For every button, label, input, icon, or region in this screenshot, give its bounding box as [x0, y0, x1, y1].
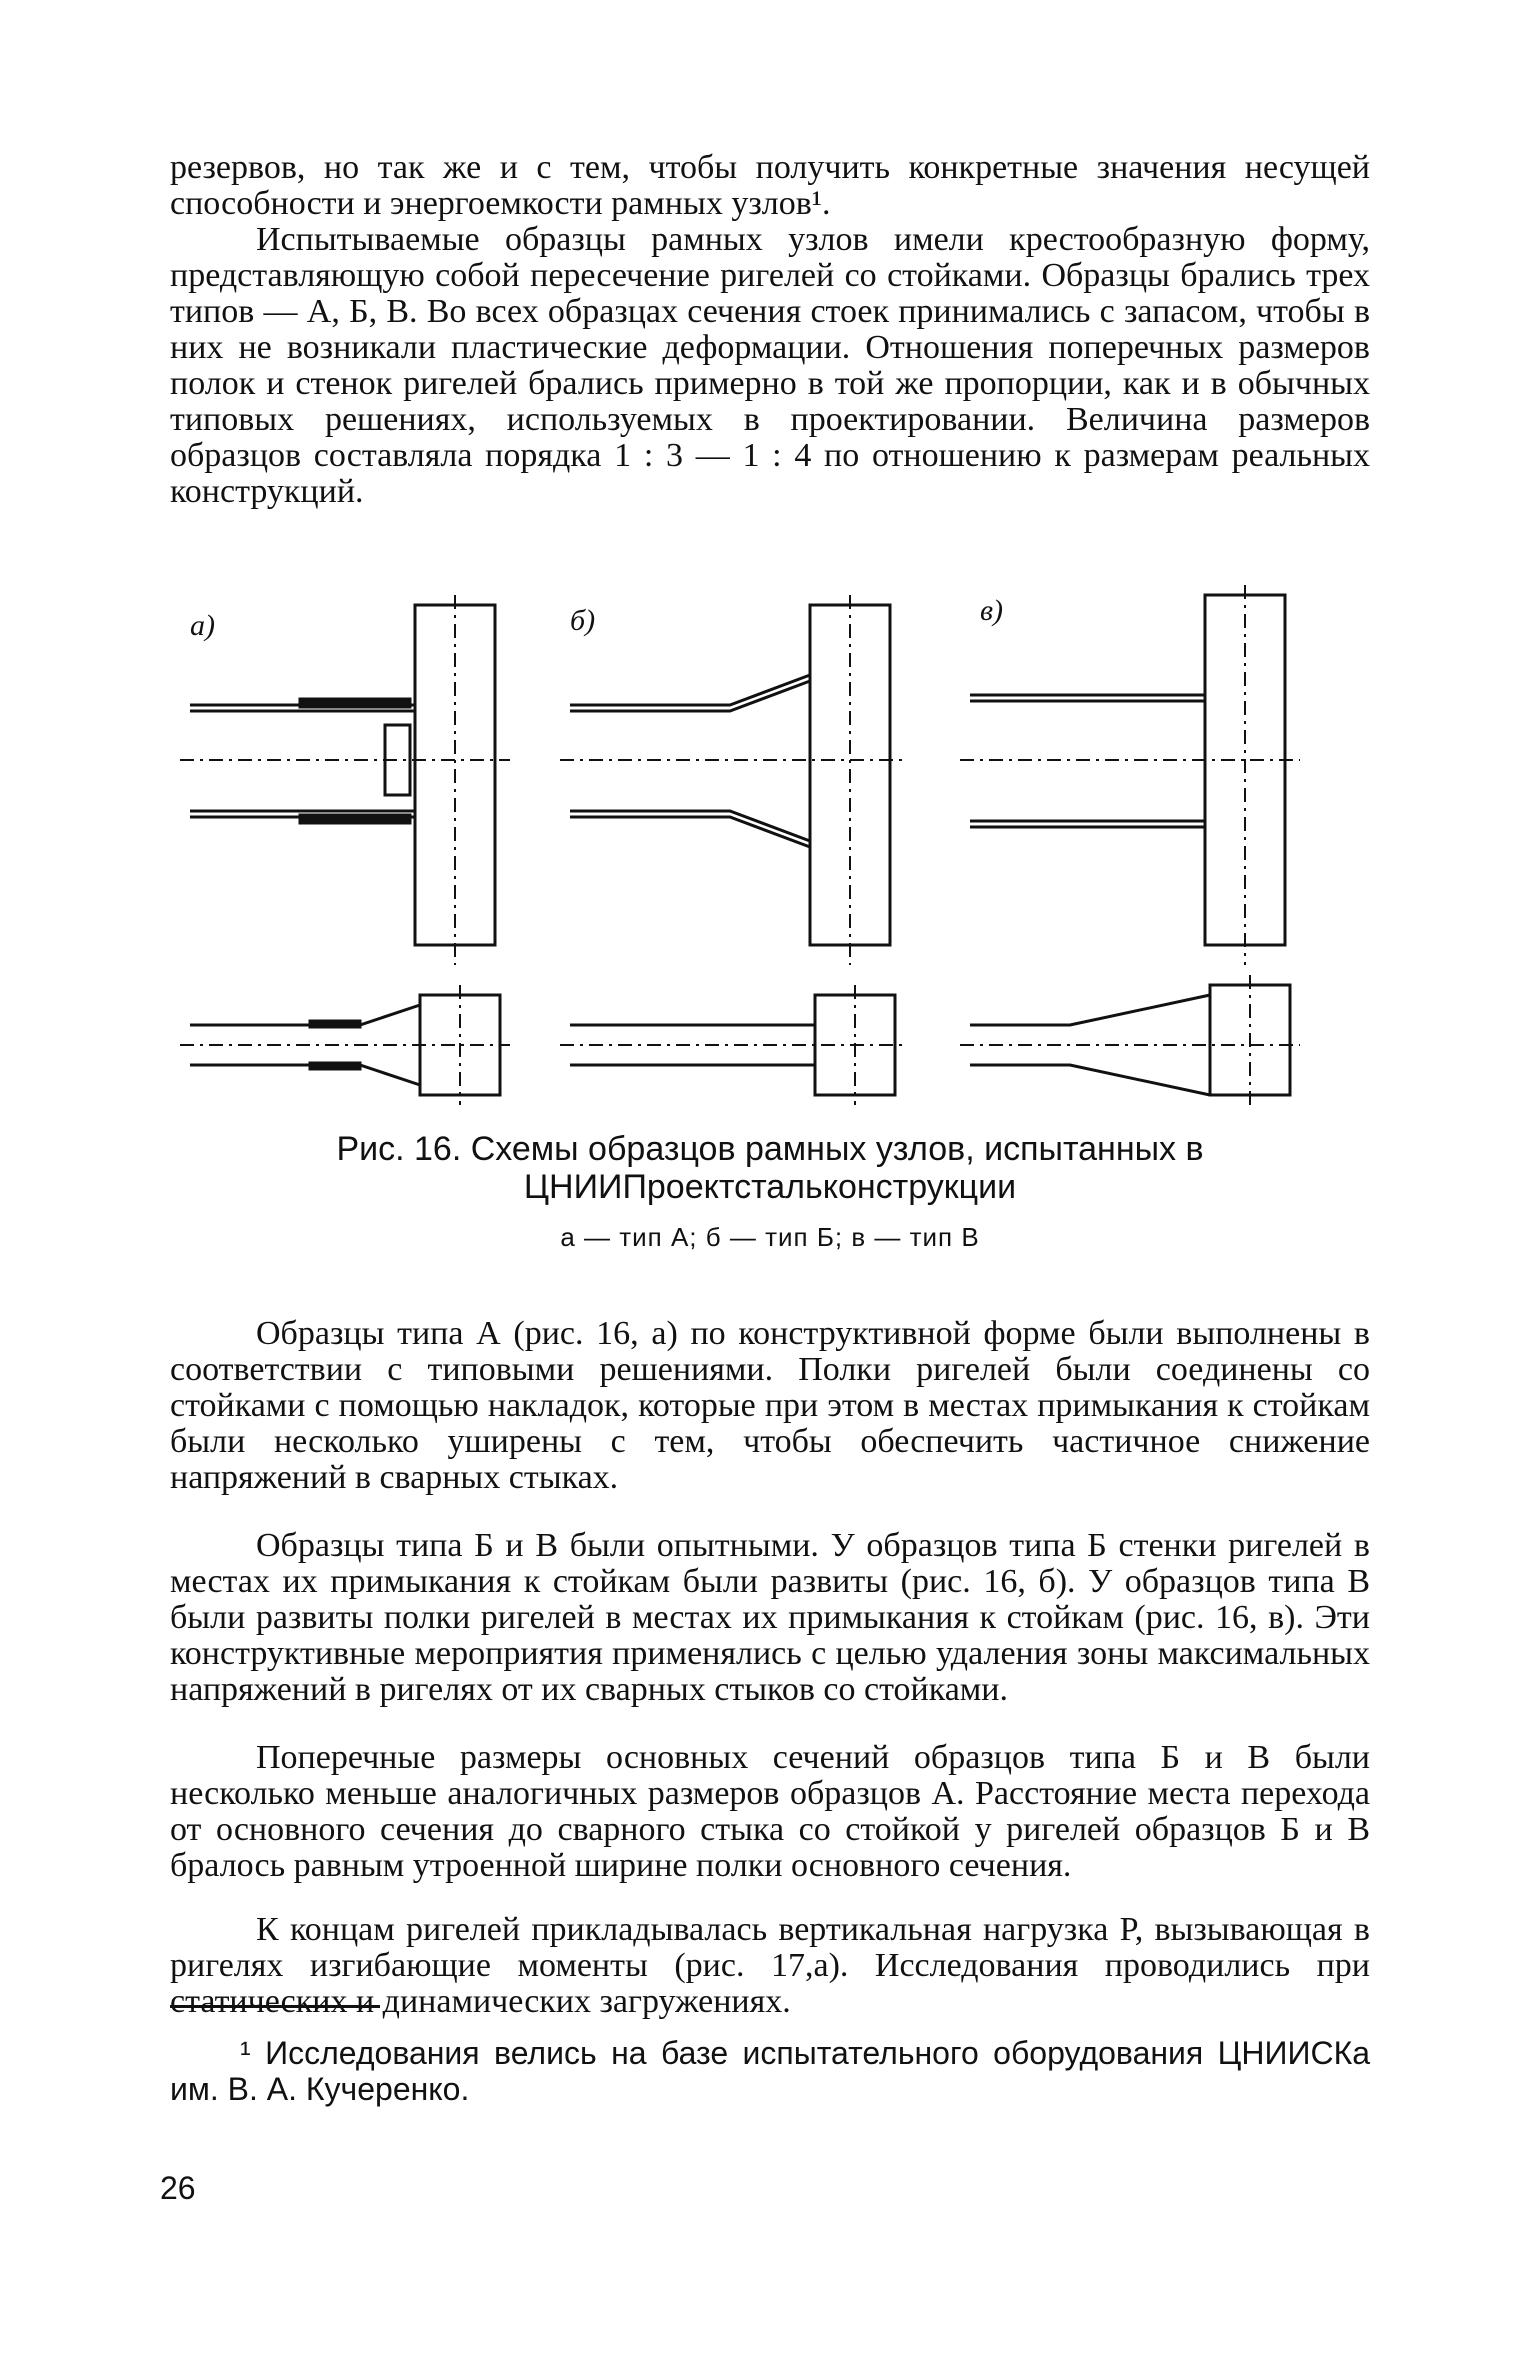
figure-16 — [170, 575, 1370, 1115]
caption-title: Рис. 16. Схемы образцов рамных узлов, испытанных в ЦНИИПроектстальконструкции — [336, 1130, 1204, 1206]
figure-panel-b — [560, 595, 905, 1105]
paragraph-4: Образцы типа Б и В были опытными. У образцов типа Б стенки ригелей в местах их примыкания к стойкам были развиты (рис. 16, б). У образцов типа В были развиты полки ригелей в местах их примыкания к стойкам (рис. 16, в). Эти конструктивные мероприятия применялись с целью удаления зоны максимальных напряжений в ригелях от их сварных стыков со стойками. — [170, 1527, 1370, 1708]
page-number: 26 — [160, 2170, 196, 2206]
paragraph-2: Испытываемые образцы рамных узлов имели крестообразную форму, представляющую собой пересечение ригелей со стойками. Образцы брались трех типов — А, Б, В. Во всех образцах сечения стоек принимались с запасом, чтобы в них не возникали пластические деформации. Отношения поперечных размеров полок и стенок ригелей брались примерно в той же пропорции, как и в обычных типовых решениях, используемых в проектировании. Величина размеров образцов составляла порядка 1 : 3 — 1 : 4 по отношению к размерам реальных конструкций. — [170, 221, 1370, 510]
figure-label-a: а) — [190, 609, 215, 642]
figure-label-v: в) — [980, 594, 1004, 627]
footnote: ¹ Исследования велись на базе испытательного оборудования ЦНИИСКа им. В. А. Кучеренко. — [170, 2035, 1370, 2107]
figure-panel-a — [180, 595, 510, 1105]
caption-subtitle: а — тип А; б — тип Б; в — тип В — [560, 1222, 980, 1252]
figure-panel-v — [960, 585, 1300, 1105]
paragraph-3: Образцы типа А (рис. 16, а) по конструктивной форме были выполнены в соответствии с типовыми решениями. Полки ригелей были соединены со стойками с помощью накладок, которые при этом в местах примыкания к стойкам были несколько уширены с тем, чтобы обеспечить частичное снижение напряжений в сварных стыках. — [170, 1315, 1370, 1496]
paragraph-5: Поперечные размеры основных сечений образцов типа Б и В были несколько меньше аналогичных размеров образцов А. Расстояние места перехода от основного сечения до сварного стыка со стойкой у ригелей образцов Б и В бралось равным утроенной ширине полки основного сечения. — [170, 1739, 1370, 1884]
figure-caption — [170, 1130, 1370, 1254]
footnote-rule — [170, 2005, 380, 2008]
figure-label-b: б) — [570, 604, 596, 637]
paragraph-1: резервов, но так же и с тем, чтобы получить конкретные значения несущей способности и энергоемкости рамных узлов¹. — [170, 149, 1370, 222]
paragraph-6: К концам ригелей прикладывалась вертикальная нагрузка P, вызывающая в ригелях изгибающие моменты (рис. 17,а). Исследования проводились при статических и динамических загружениях. — [170, 1911, 1370, 2020]
